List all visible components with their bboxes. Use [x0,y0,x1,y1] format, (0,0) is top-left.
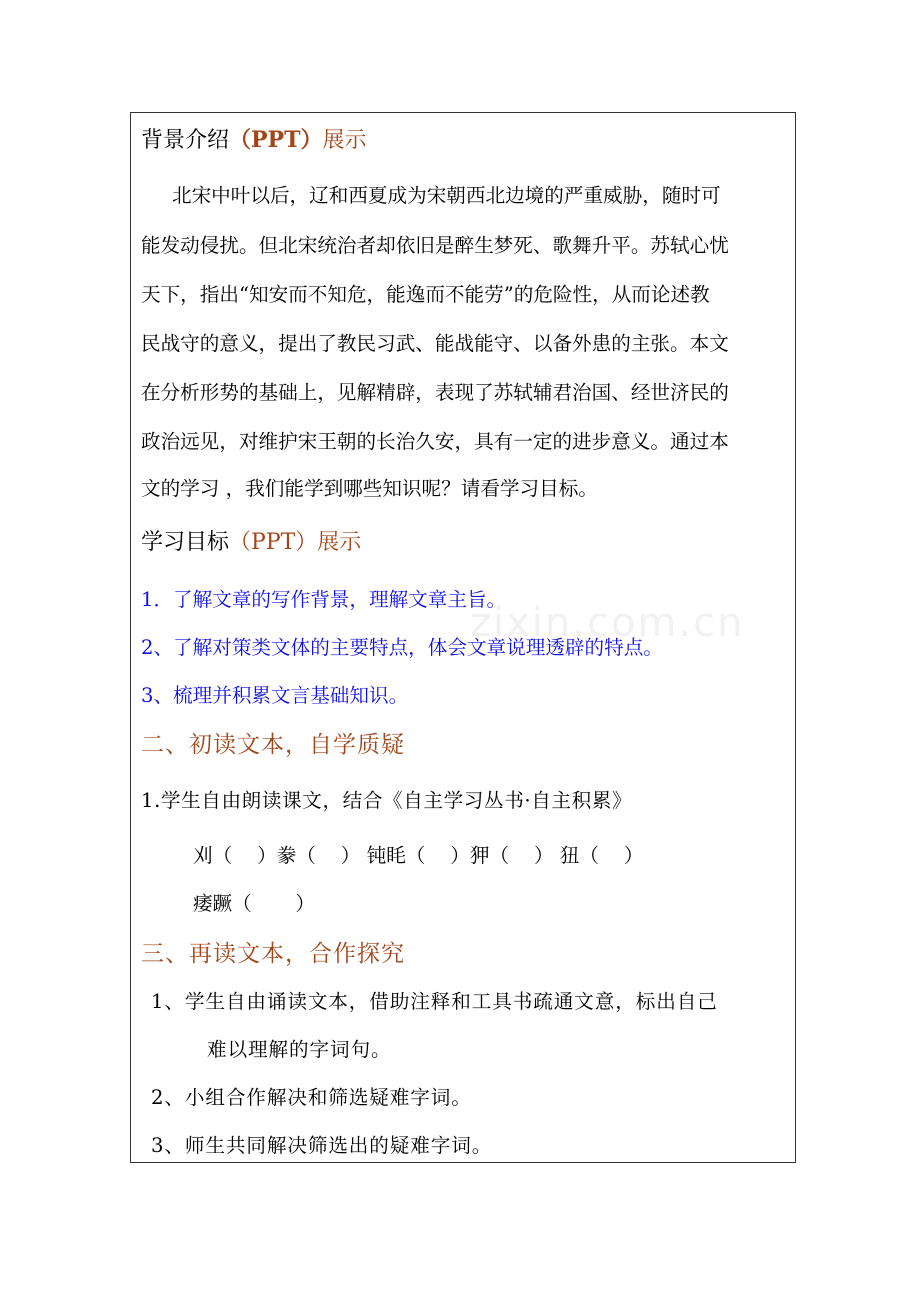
watermark: zixin.com.cn [470,600,745,646]
section3-heading: 三、再读文本，合作探究 [141,941,405,967]
background-paragraph-line: 天下，指出“知安而不知危，能逸而不能劳”的危险性，从而论述教 [141,283,710,306]
background-paragraph-line: 文的学习 ，我们能学到哪些知识呢？请看学习目标。 [141,477,598,500]
objectives-heading [141,525,361,556]
objectives-heading-suffix: 展示 [317,530,362,555]
section3-item1-continued: 难以理解的字词句。 [207,1038,392,1061]
objectives-heading-ppt: （PPT） [229,530,318,555]
content-frame [130,112,796,1163]
background-paragraph-line: 民战守的意义，提出了教民习武、能战能守、以备外患的主张。本文 [141,332,729,355]
section3-item2: 2、小组合作解决和筛选疑难字词。 [151,1086,472,1109]
objective-item: 1．了解文章的写作背景，理解文章主旨。 [141,588,507,611]
background-paragraph-line: 政治远见，对维护宋王朝的长治久安，具有一定的进步意义。通过本 [141,430,729,453]
pinyin-row: 刈（ ）豢（ ） 钝眊（ ）狎（ ） 狃（ ） [193,844,644,867]
section2-item1: 1.学生自由朗读课文，结合《自主学习丛书·自主积累》 [141,789,633,812]
objective-item: 3、梳理并积累文言基础知识。 [141,684,409,707]
background-paragraph-line: 北宋中叶以后，辽和西夏成为宋朝西北边境的严重威胁，随时可 [172,184,721,207]
section3-item1: 1、学生自由诵读文本，借助注释和工具书疏通文意，标出自己 [151,990,718,1013]
background-heading-ppt: （PPT） [229,127,323,153]
background-heading-label: 背景介绍 [141,128,230,153]
section2-heading: 二、初读文本，自学质疑 [141,732,405,758]
background-heading [141,123,367,154]
background-paragraph-line: 能发动侵扰。但北宋统治者却依旧是醉生梦死、歌舞升平。苏轼心忧 [141,234,729,257]
background-paragraph-line: 在分析形势的基础上，见解精辟，表现了苏轼辅君治国、经世济民的 [141,381,729,404]
background-heading-suffix: 展示 [322,128,367,153]
pinyin-row: 痿蹶（ ） [193,892,315,915]
objective-item: 2、了解对策类文体的主要特点，体会文章说理透辟的特点。 [141,636,663,659]
section3-item3: 3、师生共同解决筛选出的疑难字词。 [151,1134,493,1157]
objectives-heading-label: 学习目标 [141,530,230,555]
